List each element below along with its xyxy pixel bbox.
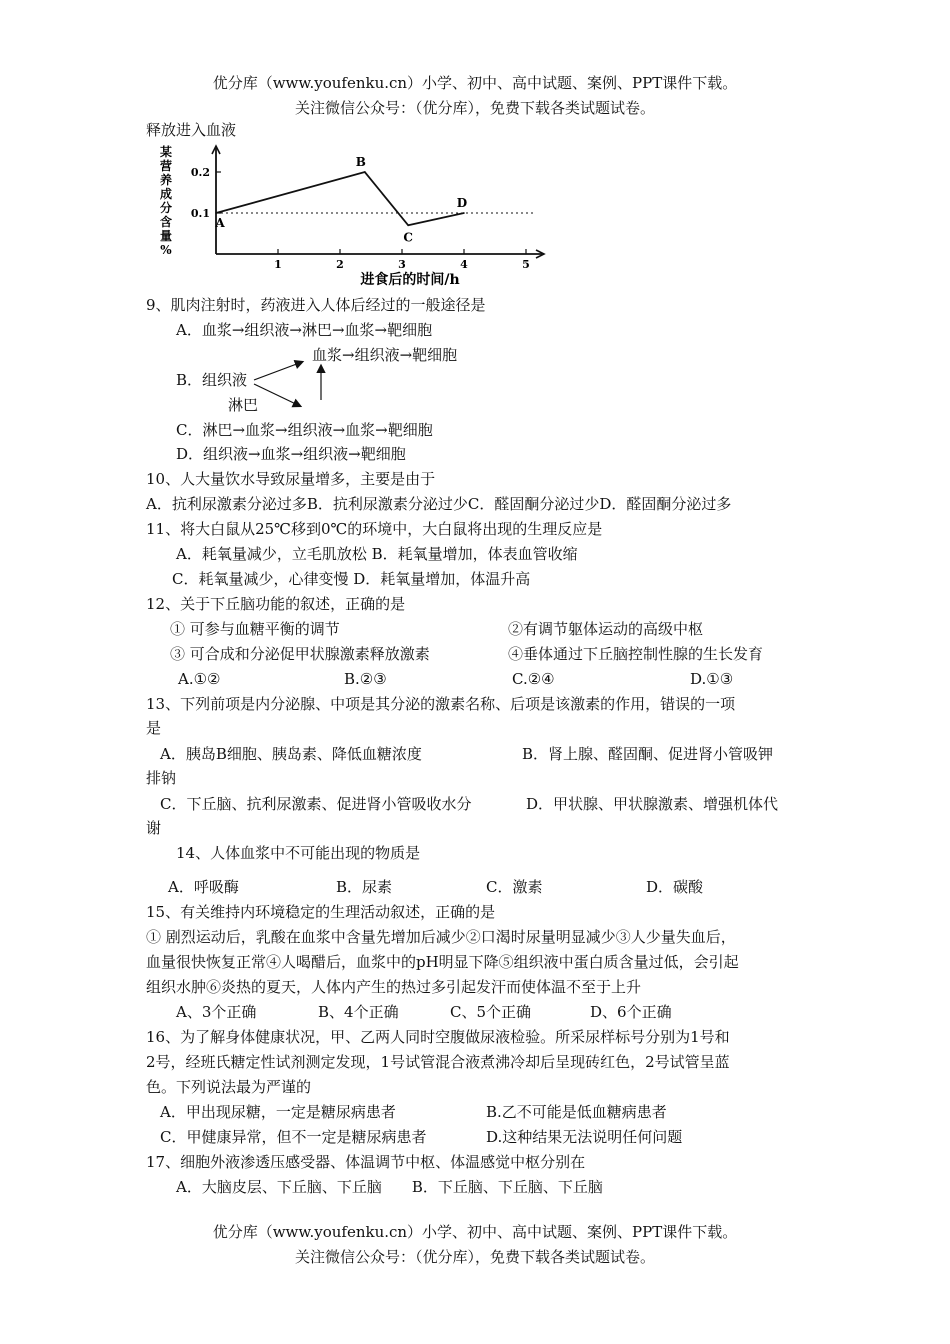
q16-stem-line-3: 色。下列说法最为严谨的: [146, 1078, 312, 1096]
q10-options: A．抗利尿激素分泌过多B．抗利尿激素分泌过少C．醛固酮分泌过少D．醛固酮分泌过多: [146, 495, 732, 513]
q12-stem: 12、关于下丘脑功能的叙述，正确的是: [146, 595, 406, 613]
q12-option-d: D.①③: [690, 670, 734, 688]
point-label-c: C: [403, 230, 413, 245]
q16-stem-line-1: 16、为了解身体健康状况，甲、乙两人同时空腹做尿液检验。所采尿样标号分别为1号和: [146, 1028, 730, 1046]
q12-option-b: B.②③: [344, 670, 387, 688]
q13-stem-line-2: 是: [146, 719, 162, 737]
q15-option-b: B、4个正确: [318, 1003, 399, 1021]
q12-statement-4: ④垂体通过下丘脑控制性腺的生长发育: [508, 645, 764, 663]
x-tick-label: 5: [522, 258, 530, 271]
intro-text: 释放进入血液: [146, 121, 237, 139]
q11-stem: 11、将大白鼠从25℃移到0℃的环境中，大白鼠将出现的生理反应是: [146, 520, 603, 538]
q13-stem-line-1: 13、下列前项是内分泌腺、中项是其分泌的激素名称、后项是该激素的作用，错误的一项: [146, 695, 736, 713]
y-axis-label-char: 含: [159, 215, 173, 229]
q14-option-c: C．激素: [486, 878, 543, 896]
q14-option-b: B．尿素: [336, 878, 393, 896]
q16-option-c: C．甲健康异常，但不一定是糖尿病患者: [160, 1128, 427, 1146]
q9-option-b-bottom: 淋巴: [228, 396, 259, 414]
q17-stem: 17、细胞外液渗透压感受器、体温调节中枢、体温感觉中枢分别在: [146, 1153, 586, 1171]
q10-stem: 10、人大量饮水导致尿量增多，主要是由于: [146, 470, 436, 488]
x-tick-label: 2: [336, 258, 344, 271]
q15-option-c: C、5个正确: [450, 1003, 532, 1021]
nutrient-content-chart: [150, 140, 550, 290]
q15-option-d: D、6个正确: [590, 1003, 672, 1021]
y-axis-label-char: 营: [159, 159, 173, 173]
q15-option-a: A、3个正确: [176, 1003, 257, 1021]
q13-option-a: A．胰岛B细胞、胰岛素、降低血糖浓度: [160, 745, 422, 763]
data-point: [364, 171, 366, 173]
q13-option-d: D．甲状腺、甲状腺激素、增强机体代: [526, 795, 779, 813]
q11-options-ab: A．耗氧量减少，立毛肌放松 B．耗氧量增加，体表血管收缩: [176, 545, 578, 563]
q15-statements-line-3: 组织水肿⑥炎热的夏天，人体内产生的热过多引起发汗而使体温不至于上升: [146, 978, 642, 996]
q12-statement-2: ②有调节躯体运动的高级中枢: [508, 620, 704, 638]
q9-option-b-label: B．组织液: [176, 371, 248, 389]
y-tick-label: 0.2: [190, 166, 210, 179]
y-axis-label-char: 量: [159, 229, 173, 243]
x-tick-label: 1: [274, 258, 282, 271]
q9-branch-arrows: [250, 352, 330, 412]
q16-stem-line-2: 2号，经班氏糖定性试剂测定发现，1号试管混合液煮沸冷却后呈现砖红色，2号试管呈蓝: [146, 1053, 730, 1071]
data-point: [215, 212, 217, 214]
q12-statement-1: ① 可参与血糖平衡的调节: [170, 620, 340, 638]
data-point: [463, 212, 465, 214]
q11-options-cd: C．耗氧量减少，心律变慢 D．耗氧量增加，体温升高: [172, 570, 531, 588]
q13-option-d-cont: 谢: [146, 819, 162, 837]
q14-option-a: A．呼吸酶: [168, 878, 239, 896]
q9-option-c: C．淋巴→血浆→组织液→血浆→靶细胞: [176, 421, 433, 439]
q14-stem: 14、人体血浆中不可能出现的物质是: [176, 844, 421, 862]
point-label-b: B: [355, 155, 366, 169]
q16-option-a: A．甲出现尿糖，一定是糖尿病患者: [160, 1103, 396, 1121]
y-axis-label-char: 养: [159, 173, 173, 187]
q15-stem: 15、有关维持内环境稳定的生理活动叙述，正确的是: [146, 903, 496, 921]
header-line-1: 优分库（www.youfenku.cn）小学、初中、高中试题、案例、PPT课件下载。: [212, 74, 738, 92]
q13-option-b: B．肾上腺、醛固酮、促进肾小管吸钾: [522, 745, 774, 763]
q15-statements-line-1: ① 剧烈运动后，乳酸在血浆中含量先增加后减少②口渴时尿量明显减少③人少量失血后，: [146, 928, 736, 946]
q9-stem: 9、肌肉注射时，药液进入人体后经过的一般途径是: [146, 296, 486, 314]
footer-line-1: 优分库（www.youfenku.cn）小学、初中、高中试题、案例、PPT课件下载。: [212, 1223, 738, 1241]
y-axis-label-char: 成: [159, 187, 173, 201]
q16-option-d: D.这种结果无法说明任何问题: [486, 1128, 683, 1146]
x-tick-label: 4: [460, 258, 468, 271]
q16-option-b: B.乙不可能是低血糖病患者: [486, 1103, 667, 1121]
q14-option-d: D．碳酸: [646, 878, 704, 896]
chart-axes: [212, 146, 544, 258]
data-point: [407, 225, 409, 227]
q17-options-ab: A．大脑皮层、下丘脑、下丘脑 B．下丘脑、下丘脑、下丘脑: [176, 1178, 603, 1196]
y-axis-label-char: 分: [159, 201, 173, 215]
y-axis-label-char: %: [160, 243, 172, 257]
point-label-a: A: [215, 216, 225, 230]
q9-option-d: D．组织液→血浆→组织液→靶细胞: [176, 445, 406, 463]
q9-option-b-top: 血浆→组织液→靶细胞: [312, 346, 458, 364]
q13-option-b-cont: 排钠: [146, 769, 177, 787]
footer-line-2: 关注微信公众号：（优分库），免费下载各类试题试卷。: [294, 1248, 655, 1266]
chart-labels: [159, 144, 530, 288]
q12-option-a: A.①②: [178, 670, 221, 688]
q12-option-c: C.②④: [512, 670, 555, 688]
y-axis-label-char: 某: [159, 145, 173, 159]
y-tick-label: 0.1: [190, 207, 210, 220]
data-series-line: [216, 172, 464, 225]
q13-option-c: C．下丘脑、抗利尿激素、促进肾小管吸收水分: [160, 795, 472, 813]
q9-option-a: A．血浆→组织液→淋巴→血浆→靶细胞: [176, 321, 433, 339]
q12-statement-3: ③ 可合成和分泌促甲状腺激素释放激素: [170, 645, 430, 663]
x-tick-label: 3: [398, 258, 406, 271]
chart-marks: [215, 171, 534, 226]
q15-statements-line-2: 血量很快恢复正常④人喝醋后，血浆中的pH明显下降⑤组织液中蛋白质含量过低，会引起: [146, 953, 739, 971]
x-axis-label: 进食后的时间/h: [360, 272, 460, 288]
point-label-d: D: [456, 196, 468, 210]
header-line-2: 关注微信公众号：（优分库），免费下载各类试题试卷。: [294, 99, 655, 117]
